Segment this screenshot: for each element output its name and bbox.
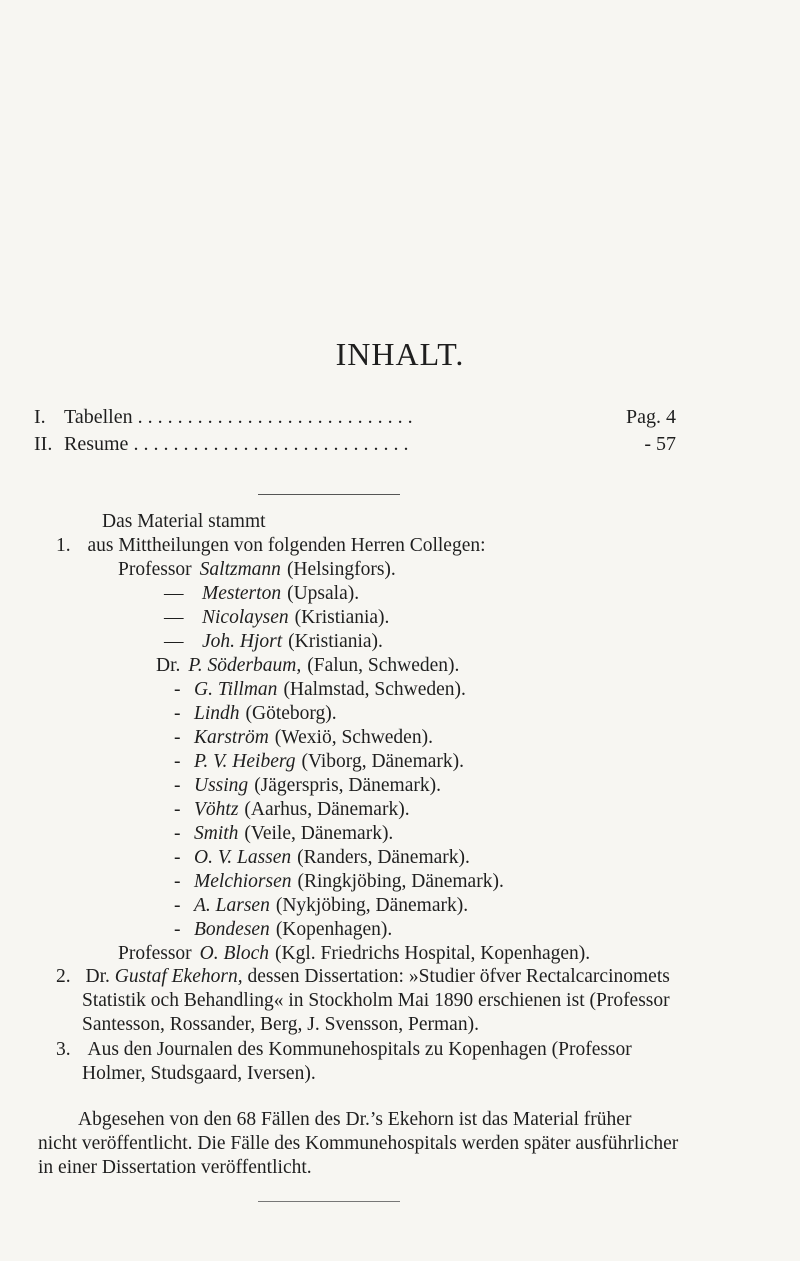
title-prefix: Dr. [85,966,110,987]
person-location: (Kopenhagen). [275,919,393,940]
item-text: dessen Dissertation: »Studier öfver Rectalcarcinomets [247,966,670,987]
contributor-row [164,582,359,606]
person-location: (Viborg, Dänemark). [301,751,465,772]
contributor-row [174,750,464,774]
person-name: Bondesen [194,919,270,940]
person-location: (Falun, Schweden). [307,655,460,676]
person-name: Nicolaysen [202,607,289,628]
closing-line-1: Abgesehen von den 68 Fällen des Dr.’s Ekehorn ist das Material früher [78,1109,632,1130]
person-name: Melchiorsen [194,871,292,892]
title-prefix: - [174,895,181,916]
contributor-row [174,774,441,798]
title-prefix: - [174,799,181,820]
toc-leader-dots: . . . . . . . . . . . . . . . . . . . . . . . . . . . . [133,433,409,455]
title-prefix: - [174,679,181,700]
title-prefix: — [164,607,184,628]
person-location: (Jägerspris, Dänemark). [254,775,441,796]
person-location: (Ringkjöbing, Dänemark). [297,871,504,892]
contributor-row [174,894,468,918]
item-3 [56,1038,632,1062]
toc-label: Resume . . . . . . . . . . . . . . . . . . . . . . . . . . . . [64,433,409,455]
contributor-row [174,702,337,726]
contributor-row [156,654,459,678]
title-prefix: Dr. [156,655,181,676]
person-name: Smith [194,823,239,844]
person-name: Vöhtz [194,799,239,820]
person-name: G. Tillman [194,679,278,700]
person-name: Gustaf Ekehorn, [114,966,243,987]
page-title: INHALT. [335,336,465,372]
person-location: (Kristiania). [288,631,383,652]
title-prefix: — [164,631,184,652]
item-2 [56,965,670,989]
person-location: (Upsala). [287,583,360,604]
item-2-line-2: Statistik och Behandling« in Stockholm Mai 1890 erschienen ist (Professor [82,990,670,1011]
title-prefix: - [174,751,181,772]
contributor-row [174,846,470,870]
item-number: 3. [56,1039,71,1060]
person-name: Saltzmann [199,559,281,580]
person-location: (Randers, Dänemark). [297,847,470,868]
title-prefix: - [174,775,181,796]
closing-line-2: nicht veröffentlicht. Die Fälle des Kommunehospitals werden später ausführlicher [38,1133,679,1154]
item-2-line-3: Santesson, Rossander, Berg, J. Svensson, Perman). [82,1014,479,1035]
person-name: Lindh [194,703,240,724]
contributor-row [174,918,392,942]
toc-entry-resume [34,430,676,458]
title-prefix: Professor [118,559,192,580]
person-location: (Halmstad, Schweden). [283,679,466,700]
person-name: O. Bloch [199,943,269,964]
contributor-row [174,726,433,750]
item-number: 2. [56,966,71,987]
person-name: O. V. Lassen [194,847,292,868]
person-name: A. Larsen [194,895,270,916]
person-location: (Kgl. Friedrichs Hospital, Kopenhagen). [275,943,591,964]
contributor-row [118,942,590,966]
title-prefix: - [174,727,181,748]
person-location: (Kristiania). [294,607,390,628]
contributor-row [174,870,504,894]
title-prefix: — [164,583,184,604]
divider-rule-bottom [258,1201,400,1202]
item-text: aus Mittheilungen von folgenden Herren Collegen: [87,535,486,556]
toc-leader-dots: . . . . . . . . . . . . . . . . . . . . . . . . . . . . [137,406,413,428]
closing-line-3: in einer Dissertation veröffentlicht. [38,1157,312,1178]
toc-label: Tabellen . . . . . . . . . . . . . . . . . . . . . . . . . . . . [64,406,413,428]
contributor-row [118,558,396,582]
contributor-row [164,606,389,630]
person-location: (Helsingfors). [286,559,396,580]
toc-page-number: Pag. 4 [626,406,676,428]
item-3-line-2: Holmer, Studsgaard, Iversen). [82,1063,316,1084]
title-prefix: Professor [118,943,192,964]
toc-number: I. [34,406,46,428]
person-name: Karström [194,727,269,748]
person-location: (Göteborg). [245,703,337,724]
person-location: (Veile, Dänemark). [244,823,394,844]
person-name: Ussing [194,775,249,796]
person-name: P. Söderbaum, [188,655,302,676]
person-location: (Nykjöbing, Dänemark). [275,895,469,916]
person-name: P. V. Heiberg [194,751,296,772]
contributor-row [164,630,383,654]
toc-page-number: - 57 [644,433,676,455]
intro-text: Das Material stammt [102,511,266,532]
divider-rule [258,494,400,495]
title-prefix: - [174,919,181,940]
title-prefix: - [174,847,181,868]
contributor-row [174,798,410,822]
person-location: (Wexiö, Schweden). [274,727,433,748]
item-1 [56,534,486,558]
title-prefix: - [174,871,181,892]
contributor-row [174,678,466,702]
person-location: (Aarhus, Dänemark). [244,799,410,820]
person-name: Joh. Hjort [202,631,283,652]
item-text: Aus den Journalen des Kommunehospitals zu Kopenhagen (Professor [87,1039,632,1060]
title-prefix: - [174,823,181,844]
toc-entry-tabellen [34,403,676,431]
item-number: 1. [56,535,71,556]
toc-number: II. [34,433,53,455]
contributor-row [174,822,393,846]
person-name: Mesterton [202,583,282,604]
title-prefix: - [174,703,181,724]
